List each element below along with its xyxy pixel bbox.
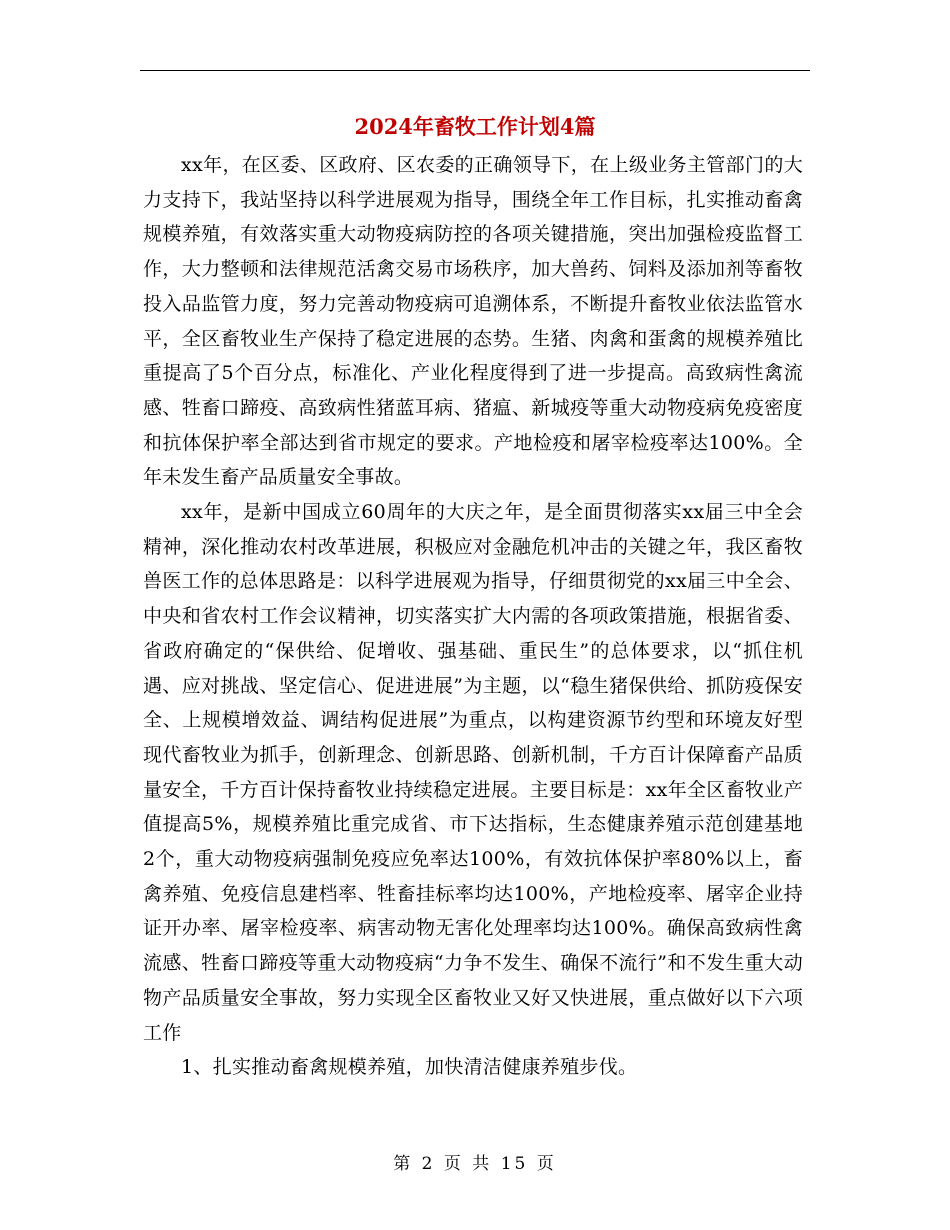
document-body <box>143 148 803 1085</box>
paragraph-1: xx年，在区委、区政府、区农委的正确领导下，在上级业务主管部门的大力支持下，我站坚持以科学进展观为指导，围绕全年工作目标，扎实推动畜禽规模养殖，有效落实重大动物疫病防控的各项关键措施，突出加强检疫监督工作，大力整顿和法律规范活禽交易市场秩序，加大兽药、饲料及添加剂等畜牧投入品监管力度，努力完善动物疫病可追溯体系，不断提升畜牧业依法监管水平，全区畜牧业生产保持了稳定进展的态势。生猪、肉禽和蛋禽的规模养殖比重提高了5个百分点，标准化、产业化程度得到了进一步提高。高致病性禽流感、牲畜口蹄疫、高致病性猪蓝耳病、猪瘟、新城疫等重大动物疫病免疫密度和抗体保护率全部达到省市规定的要求。产地检疫和屠宰检疫率达100%。全年未发生畜产品质量安全事故。 <box>143 154 803 489</box>
header-rule <box>140 70 810 71</box>
paragraph-3: 1、扎实推动畜禽规模养殖，加快清洁健康养殖步伐。 <box>181 1056 638 1079</box>
page-footer: 第 2 页 共 15 页 <box>393 1154 557 1174</box>
paragraph-2: xx年，是新中国成立60周年的大庆之年，是全面贯彻落实xx届三中全会精神，深化推动农村改革进展，积极应对金融危机冲击的关键之年，我区畜牧兽医工作的总体思路是：以科学进展观为指导，仔细贯彻党的xx届三中全会、中央和省农村工作会议精神，切实落实扩大内需的各项政策措施，根据省委、省政府确定的“保供给、促增收、强基础、重民生”的总体要求，以“抓住机遇、应对挑战、坚定信心、促进进展”为主题，以“稳生猪保供给、抓防疫保安全、上规模增效益、调结构促进展”为重点，以构建资源节约型和环境友好型现代畜牧业为抓手，创新理念、创新思路、创新机制，千方百计保障畜产品质量安全，千方百计保持畜牧业持续稳定进展。主要目标是：xx年全区畜牧业产值提高5%，规模养殖比重完成省、市下达指标，生态健康养殖示范创建基地2个，重大动物疫病强制免疫应免率达100%，有效抗体保护率80%以上，畜禽养殖、免疫信息建档率、牲畜挂标率均达100%，产地检疫率、屠宰企业持证开办率、屠宰检疫率、病害动物无害化处理率均达100%。确保高致病性禽流感、牲畜口蹄疫等重大动物疫病“力争不发生、确保不流行”和不发生重大动物产品质量安全事故，努力实现全区畜牧业又好又快进展，重点做好以下六项工作 <box>143 501 803 1044</box>
document-title: 2024年畜牧工作计划4篇 <box>354 114 596 139</box>
